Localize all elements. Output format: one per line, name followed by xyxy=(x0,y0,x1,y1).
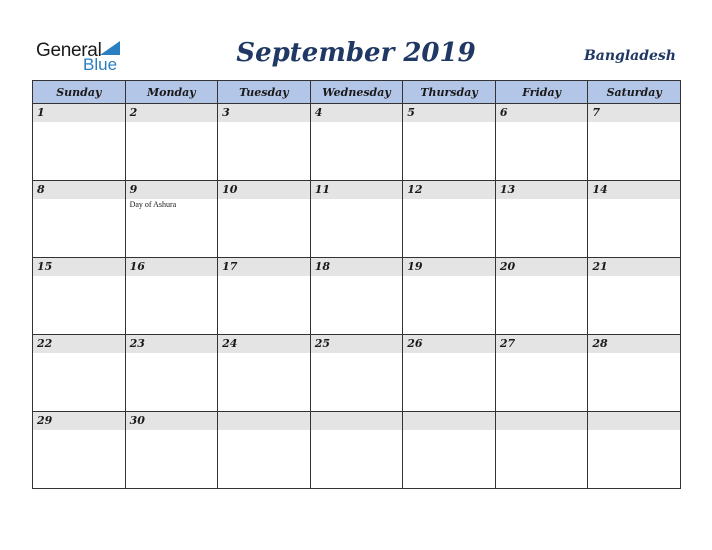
day-cell xyxy=(403,335,496,412)
day-cell xyxy=(495,258,588,335)
day-cell xyxy=(403,258,496,335)
day-number: 14 xyxy=(588,181,680,199)
logo-text-blue: Blue xyxy=(83,55,118,74)
day-cell xyxy=(495,335,588,412)
day-cell xyxy=(310,335,403,412)
logo-text-general: General xyxy=(36,40,102,61)
day-number: 3 xyxy=(218,104,310,122)
day-cell xyxy=(310,104,403,181)
day-number xyxy=(311,412,403,430)
week-row xyxy=(33,412,681,489)
holiday-event: Day of Ashura xyxy=(129,200,177,209)
day-number: 19 xyxy=(403,258,495,276)
day-number: 6 xyxy=(496,104,588,122)
day-number: 1 xyxy=(33,104,125,122)
week-row xyxy=(33,181,681,258)
day-cell xyxy=(310,258,403,335)
week-row xyxy=(33,335,681,412)
day-number: 4 xyxy=(311,104,403,122)
day-cell xyxy=(33,258,126,335)
day-cell xyxy=(403,181,496,258)
day-cell xyxy=(495,104,588,181)
day-number: 8 xyxy=(33,181,125,199)
week-row xyxy=(33,258,681,335)
day-number: 12 xyxy=(403,181,495,199)
day-cell xyxy=(588,412,681,489)
day-number: 5 xyxy=(403,104,495,122)
day-cell xyxy=(310,181,403,258)
day-cell xyxy=(125,258,218,335)
day-number xyxy=(588,412,680,430)
day-cell xyxy=(218,335,311,412)
weekday-header-row xyxy=(33,81,681,104)
day-number: 26 xyxy=(403,335,495,353)
week-row xyxy=(33,104,681,181)
day-cell xyxy=(125,335,218,412)
day-cell xyxy=(33,181,126,258)
day-number: 13 xyxy=(496,181,588,199)
day-cell xyxy=(125,104,218,181)
day-number: 7 xyxy=(588,104,680,122)
day-cell xyxy=(218,412,311,489)
day-number: 20 xyxy=(496,258,588,276)
country-label: Bangladesh xyxy=(583,48,676,64)
day-number: 18 xyxy=(311,258,403,276)
day-number: 15 xyxy=(33,258,125,276)
weekday-header: Thursday xyxy=(403,81,496,104)
day-cell xyxy=(33,412,126,489)
day-number: 17 xyxy=(218,258,310,276)
day-cell xyxy=(403,412,496,489)
day-number: 21 xyxy=(588,258,680,276)
day-number: 16 xyxy=(126,258,218,276)
weekday-header: Monday xyxy=(125,81,218,104)
day-cell xyxy=(33,104,126,181)
day-number: 27 xyxy=(496,335,588,353)
day-cell xyxy=(588,258,681,335)
calendar-title: September 2019 xyxy=(236,38,476,68)
day-cell xyxy=(403,104,496,181)
weekday-header: Friday xyxy=(495,81,588,104)
day-number xyxy=(218,412,310,430)
day-number: 28 xyxy=(588,335,680,353)
day-cell xyxy=(310,412,403,489)
day-cell xyxy=(495,412,588,489)
day-cell xyxy=(33,335,126,412)
day-cell xyxy=(218,258,311,335)
day-cell xyxy=(588,104,681,181)
day-cell xyxy=(588,335,681,412)
day-cell xyxy=(588,181,681,258)
day-number: 23 xyxy=(126,335,218,353)
day-cell xyxy=(125,412,218,489)
day-number: 24 xyxy=(218,335,310,353)
day-cell xyxy=(125,181,218,258)
day-number: 11 xyxy=(311,181,403,199)
day-number: 22 xyxy=(33,335,125,353)
weekday-header: Saturday xyxy=(588,81,681,104)
day-number: 10 xyxy=(218,181,310,199)
calendar-grid xyxy=(32,80,681,489)
day-cell xyxy=(218,181,311,258)
day-number: 29 xyxy=(33,412,125,430)
weekday-header: Sunday xyxy=(33,81,126,104)
day-number: 9 xyxy=(126,181,218,199)
day-number: 30 xyxy=(126,412,218,430)
weekday-header: Wednesday xyxy=(310,81,403,104)
day-cell xyxy=(218,104,311,181)
day-number: 25 xyxy=(311,335,403,353)
weekday-header: Tuesday xyxy=(218,81,311,104)
day-cell xyxy=(495,181,588,258)
day-number xyxy=(403,412,495,430)
day-number xyxy=(496,412,588,430)
day-number: 2 xyxy=(126,104,218,122)
